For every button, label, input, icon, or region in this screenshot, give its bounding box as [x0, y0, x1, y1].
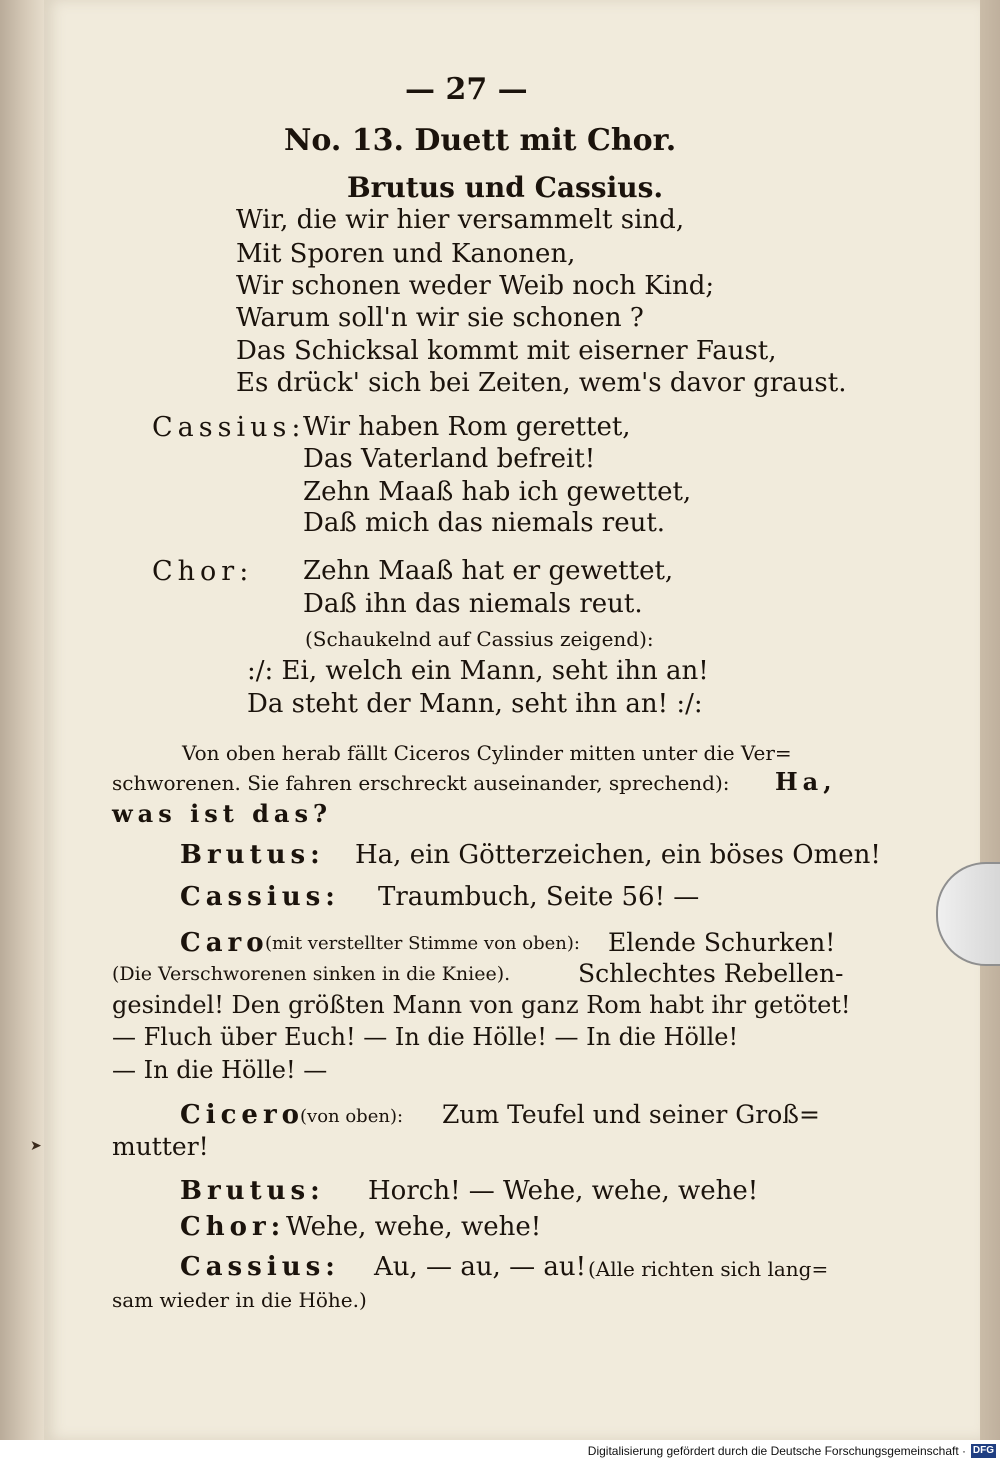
refrain-line: :/: Ei, welch ein Mann, seht ihn an!	[247, 656, 709, 686]
refrain-line: Da steht der Mann, seht ihn an! :/:	[247, 689, 703, 719]
speaker-chor: Chor:	[180, 1212, 286, 1242]
book-spine	[0, 0, 45, 1440]
stage-direction: (Schaukelnd auf Cassius zeigend):	[305, 627, 654, 651]
stage-direction: (mit verstellter Stimme von oben):	[265, 933, 580, 954]
dialogue-line: Elende Schurken!	[608, 928, 836, 957]
stage-direction: (von oben):	[300, 1106, 404, 1127]
speaker-brutus: Brutus:	[180, 840, 325, 870]
verse-line: Warum soll'n wir sie schonen ?	[236, 303, 644, 333]
verse-line: Wir, die wir hier versammelt sind,	[236, 205, 685, 235]
dialogue-line: — Fluch über Euch! — In die Hölle! — In die Hölle!	[112, 1023, 739, 1051]
margin-mark-icon: ➤	[30, 1138, 42, 1154]
verse-line: Daß ihn das niemals reut.	[303, 589, 643, 619]
page-edge	[980, 0, 1000, 1440]
speaker-brutus: Brutus:	[180, 1176, 325, 1206]
footer-bar	[0, 1440, 1000, 1463]
verse-line: Daß mich das niemals reut.	[303, 508, 666, 538]
spoken-line: was ist das?	[112, 799, 333, 828]
dialogue-line: Traumbuch, Seite 56! —	[378, 882, 700, 912]
stage-direction: (Die Verschworenen sinken in die Kniee).	[112, 963, 511, 985]
speaker-cicero: Cicero	[180, 1100, 304, 1130]
speaker-chor: Chor:	[152, 556, 254, 587]
dialogue-line: — In die Hölle! —	[112, 1056, 328, 1084]
song-heading: No. 13. Duett mit Chor.	[284, 123, 677, 158]
speaker-cassius: Cassius:	[152, 412, 306, 443]
verse-line: Das Schicksal kommt mit eiserner Faust,	[236, 336, 777, 366]
verse-line: Wir haben Rom gerettet,	[303, 412, 631, 442]
verse-line: Mit Sporen und Kanonen,	[236, 239, 576, 269]
dialogue-line: Wehe, wehe, wehe!	[286, 1212, 542, 1242]
dialogue-line: Horch! — Wehe, wehe, wehe!	[368, 1176, 759, 1206]
speaker-caro: Caro	[180, 928, 269, 958]
verse-line: Es drück' sich bei Zeiten, wem's davor graust.	[236, 368, 847, 398]
stage-direction: (Alle richten sich lang=	[588, 1257, 829, 1281]
verse-line: Das Vaterland befreit!	[303, 444, 596, 474]
dialogue-line: Au, — au, — au!	[374, 1252, 587, 1282]
verse-line: Wir schonen weder Weib noch Kind;	[236, 271, 715, 301]
stage-direction: Von oben herab fällt Ciceros Cylinder mitten unter die Ver=	[182, 741, 792, 765]
dialogue-line: gesindel! Den größten Mann von ganz Rom habt ihr getötet!	[112, 991, 851, 1019]
speaker-cassius: Cassius:	[180, 882, 340, 912]
song-subheading: Brutus und Cassius.	[347, 171, 664, 204]
dialogue-line: Ha, ein Götterzeichen, ein böses Omen!	[355, 840, 881, 870]
dfg-logo: DFG	[972, 1445, 994, 1456]
dialogue-line: Schlechtes Rebellen-	[578, 959, 844, 988]
verse-line: Zehn Maaß hat er gewettet,	[303, 556, 674, 586]
spoken-line: Ha,	[775, 767, 837, 796]
footer-credit: Digitalisierung gefördert durch die Deutsche Forschungsgemeinschaft ·	[587, 1444, 966, 1458]
stage-direction: sam wieder in die Höhe.)	[112, 1288, 367, 1312]
stage-direction: schworenen. Sie fahren erschreckt auseinander, sprechend):	[112, 771, 730, 795]
dialogue-line: mutter!	[112, 1132, 209, 1161]
dialogue-line: Zum Teufel und seiner Groß=	[442, 1100, 820, 1129]
page-number: — 27 —	[405, 72, 528, 107]
speaker-cassius: Cassius:	[180, 1252, 340, 1282]
verse-line: Zehn Maaß hab ich gewettet,	[303, 477, 692, 507]
